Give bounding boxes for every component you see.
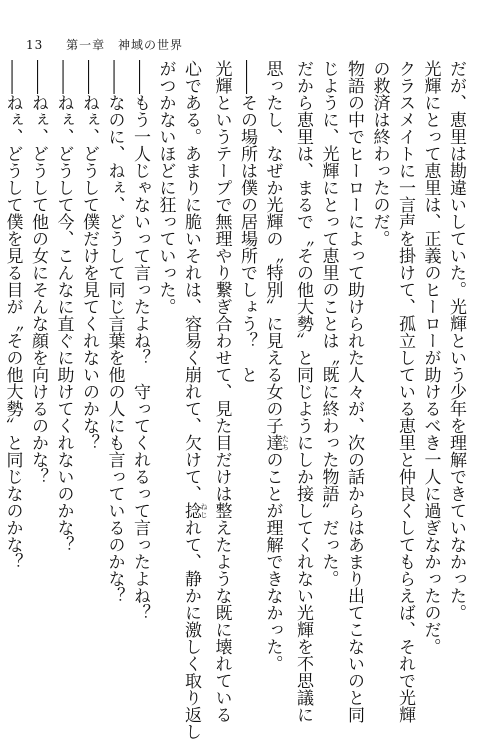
furigana: 捻 ねじ bbox=[181, 502, 208, 519]
text-line: 思ったし、なぜか光輝の〝特別〟に見える女の子達 たちのことが理解できなかった。 bbox=[262, 60, 290, 672]
text-line: ――ねぇ、どうして他の女にそんな顔を向けるのかな？ bbox=[28, 60, 48, 485]
text-line: の救済は終わったのだ。 bbox=[369, 60, 390, 247]
text-line: ――なのに、ねぇ、どうして同じ言葉を他の人にも言っているのかな？ bbox=[104, 60, 125, 604]
vertical-text-body bbox=[0, 60, 468, 740]
furigana-reading: たち bbox=[281, 434, 290, 451]
text-line: 心である。あまりに脆いそれは、容易く崩れて、欠けて、捻 ねじれて、静かに激しく取り返し bbox=[181, 60, 208, 740]
text-line: ――ねぇ、どうして今、こんなに直ぐに助けてくれないのかな？ bbox=[53, 60, 74, 553]
text-line: ――ねぇ、どうして僕を見る目が〝その他大勢〟と同じなのかな？ bbox=[2, 60, 23, 570]
text-line: だが、恵里は勘違いしていた。光輝という少年を理解できていなかった。 bbox=[446, 60, 466, 621]
chapter-title: 神域の世界 bbox=[117, 38, 183, 52]
chapter-label: 第一章 bbox=[66, 38, 106, 52]
running-header bbox=[26, 36, 183, 53]
text-line: じように、光輝にとって恵里のことは〝既に終わった物語〟だった。 bbox=[318, 60, 339, 587]
furigana-reading: ねじ bbox=[200, 502, 208, 519]
text-line: クラスメイトに一言声を掛けて、孤立している恵里と仲良くしてもらえば、それで光輝 bbox=[395, 60, 415, 723]
text-line: がつかないほどに狂っていった。 bbox=[155, 60, 176, 315]
text-line: ――ねぇ、どうして僕だけを見てくれないのかな？ bbox=[79, 60, 99, 451]
text-line: だから恵里は、まるで〝その他大勢〟と同じようにしか接してくれない光輝を不思議に bbox=[293, 60, 313, 723]
text-line: ――もう一人じゃないって言ったよね？ 守ってくれるって言ったよね？ bbox=[130, 60, 150, 621]
furigana: 達 たち bbox=[262, 434, 290, 451]
page-number: 13 bbox=[26, 38, 44, 52]
text-line: 光輝というテープで無理やり繋ぎ合わせて、見た目だけは整えたような既に壊れている bbox=[211, 60, 232, 723]
text-line: 物語の中でヒーローによって助けられた人々が、次の話からはあまり出てこないのと同 bbox=[344, 60, 364, 723]
text-line: 光輝にとって恵里は、正義のヒーローが助けるべき一人に過ぎなかったのだ。 bbox=[420, 60, 441, 655]
text-line: ――その場所は僕の居場所でしょう？ と bbox=[237, 60, 257, 383]
